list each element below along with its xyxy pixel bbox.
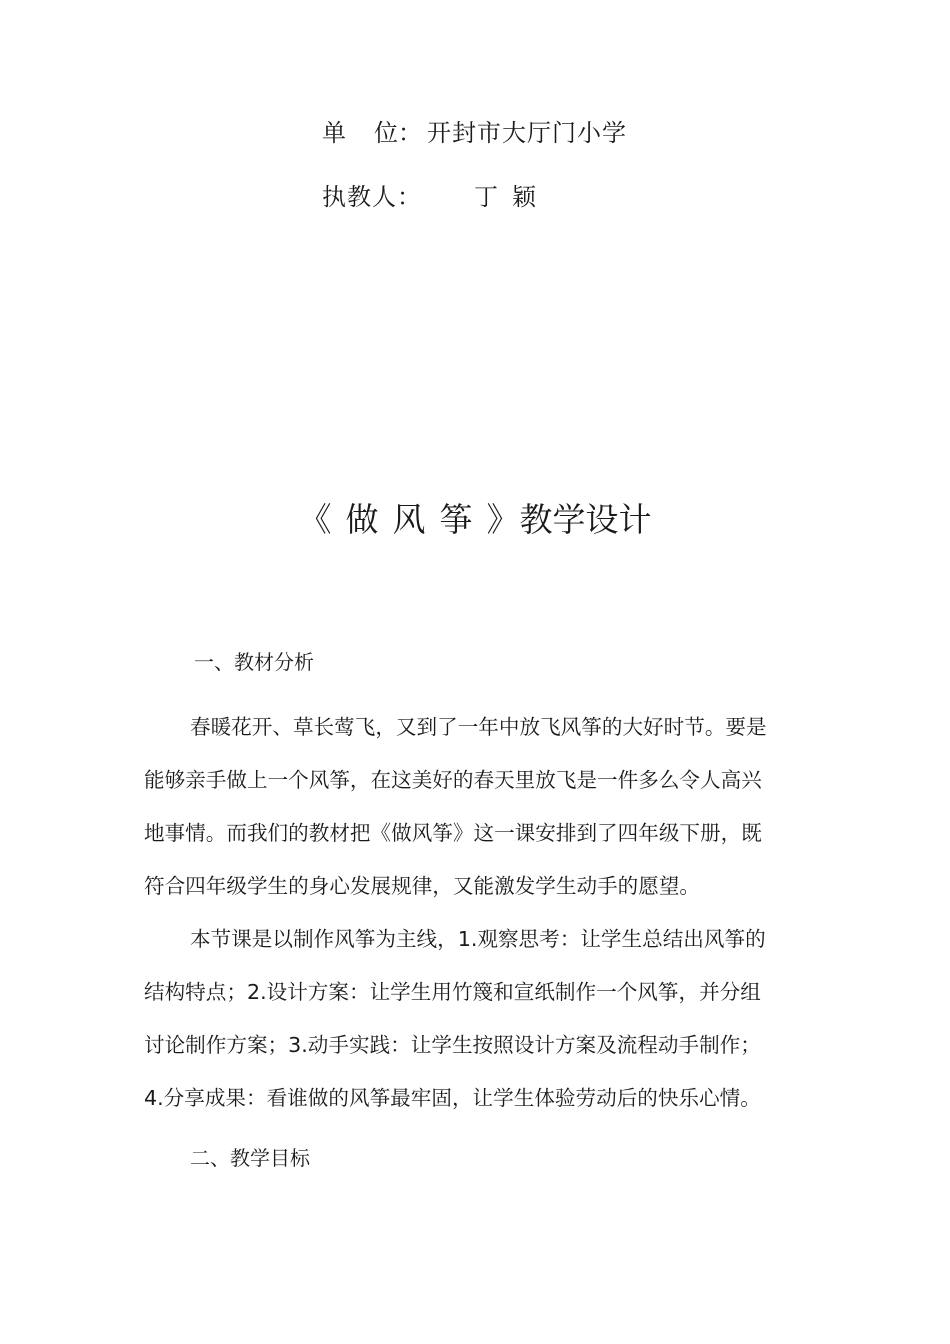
paragraph-line: 讨论制作方案；3.动手实践：让学生按照设计方案及流程动手制作； [144, 1033, 761, 1057]
teacher-line [322, 181, 550, 213]
title-close-quote: 》 [486, 500, 520, 539]
unit-line [322, 117, 627, 149]
teacher-label: 执教人： [322, 183, 422, 211]
teacher-value: 丁颖 [474, 183, 550, 211]
document-title [0, 498, 950, 542]
section-heading-materials: 一、教材分析 [194, 650, 314, 674]
paragraph-line: 符合四年级学生的身心发展规律，又能激发学生动手的愿望。 [144, 874, 701, 898]
unit-value: 开封市大厅门小学 [427, 119, 627, 147]
section-heading-objectives: 二、教学目标 [190, 1146, 310, 1170]
paragraph-line: 地事情。而我们的教材把《做风筝》这一课安排到了四年级下册，既 [144, 821, 762, 845]
title-suffix: 教学设计 [519, 500, 652, 539]
title-open-quote: 《 [298, 500, 346, 539]
paragraph-line: 结构特点；2.设计方案：让学生用竹篾和宣纸制作一个风筝，并分组 [144, 980, 761, 1004]
title-name: 做风筝 [345, 500, 487, 539]
paragraph-line: 4.分享成果：看谁做的风筝最牢固，让学生体验劳动后的快乐心情。 [144, 1086, 761, 1110]
paragraph-materials-intro [144, 701, 808, 913]
paragraph-lesson-outline [144, 913, 808, 1125]
paragraph-line: 春暖花开、草长莺飞，又到了一年中放飞风筝的大好时节。要是 [190, 715, 767, 739]
unit-label: 单 位： [322, 119, 422, 147]
paragraph-line: 能够亲手做上一个风筝，在这美好的春天里放飞是一件多么令人高兴 [144, 768, 762, 792]
paragraph-line: 本节课是以制作风筝为主线，1.观察思考：让学生总结出风筝的 [190, 927, 766, 951]
